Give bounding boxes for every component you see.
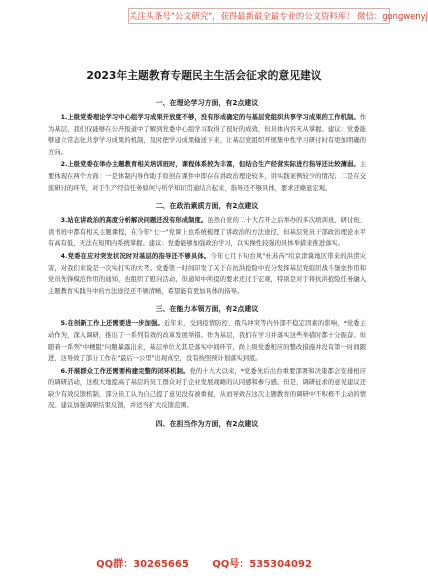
paragraph-lead: 3.站在讲政治的高度分析解决问题还没有形成制度。	[60, 217, 208, 225]
footer-qq-group: QQ群：30265665	[96, 559, 189, 570]
paragraph-lead: 4.党委在应对突发状况时对基层的指导还不够具体。	[60, 252, 211, 260]
paragraph-text: 近年来，受到疫情防控、俄乌冲突等内外部不稳定因素的影响，*党委主动作为，深入调研，推出了一系列有效的改革发展举措。作为基层，我们在学习并落实这些举措时都十分振奋。但随着一系列"中梗阻"问题暴露出来，基层单位尤其是落实中间环节，尚上级党委相应的整改措施并没有第一时间跟进，这导致了部分工作在"最后一公里"出现真空，没有按照预计划落实到底。	[48, 320, 366, 363]
document-title: 2023年主题教育专题民主生活会征求的意见建议	[86, 69, 322, 82]
paragraph	[48, 215, 366, 250]
paragraph-lead: 1.上级党委理论学习中心组学习成果开放度不够，没有形成确定的与基层党组织共享学习成果的工作机制。	[60, 114, 360, 121]
document-body	[48, 96, 366, 433]
section-heading: 四、在担当作为方面，有2点建议	[155, 420, 259, 429]
paragraph-lead: 2.上级党委在举办主题教育相关培训班时，课程体系较为丰富，但结合生产经营实际进行指导还比较薄弱。	[60, 161, 360, 169]
paragraph-lead: 5.在创新工作上还需要进一步加强。	[60, 320, 164, 328]
paragraph	[48, 366, 366, 412]
paragraph-text: 今年七月下旬台风"杜苏芮"给京津冀地区带来的洪涝灾害，对我们来说是一次实打实的大考。党委第一时间印发了关于在抗洪抢险中充分发挥基层党组织战斗堡垒作用和党员先锋模范作用的通知，也组织了慰问活动，但通知中所提的要求还过于宏观，特别是对于将抗洪抢险任务融入主题教育实践当中的方法途径还不够清晰，希望能有更加具体的指导。	[48, 252, 367, 295]
section-heading: 三、在能力本领方面，有2点建议	[155, 305, 259, 314]
paragraph	[48, 112, 366, 158]
footer-qq-number: QQ号：535304092	[212, 559, 312, 570]
paragraph-text: 作为基层，我们仅能够在公开报道中了解到党委中心组学习取得了很好的成效，但具体内容无从掌握。建议：党委能够建立常态化共享学习成果的机制，及时把学习成果输送下来，让基层党组织开展集中性学习研讨时有更加明确的方向。	[48, 114, 366, 156]
paragraph-text: 党的十九大以来，*党委先后出台重要部署和决策都会安排相应的调研活动，这极大地提高了基层的员工群众对于企业发展战略的认同感和参与感。但是，调研征求的意见建议还缺少有效反馈机制，部分员工认为自己提了意见没有被重视，从而导致在这次主题教育的调研中不积极不主动的情况。建议加强调研结果反馈，并适当扩大反馈范围。	[48, 367, 366, 410]
promo-banner: 关注头条号"公文研究"，获得最新最全最专业的公文资料库！ 微信：gongwenyj	[128, 8, 390, 24]
paragraph	[48, 318, 366, 364]
section-heading: 二、在政治素质方面，有2点建议	[155, 202, 259, 211]
section-heading: 一、在理论学习方面，有2点建议	[155, 99, 259, 107]
paragraph	[48, 251, 366, 297]
footer-contact	[0, 555, 408, 570]
paragraph-text: 主要体现在两个方面：一是体制内导作助手原创在课件中即存在讲政治理论较多，讲实践案例较少的情况；二是在交流研讨的环节，对于生产经营任务如何与所学知识贯通结合起来，指导还不够具体，要求还略显宏观。	[48, 161, 366, 192]
paragraph-lead: 6.开展群众工作还需要构建完整的闭环机制。	[60, 367, 190, 375]
paragraph-text: 虽然自党的二十大召开之后举办的多次培训班、研讨班、读书班中都有相关主题课程，在今年"七一"党课上也系统梳理了讲政治的方法途径，但基层党员干部政治理论水平有高有低，无法在短期内系统掌握。建议：党委能够加强政治学习，以实操性较强的具体举措来推进落实。	[48, 217, 367, 248]
paragraph	[48, 159, 366, 194]
